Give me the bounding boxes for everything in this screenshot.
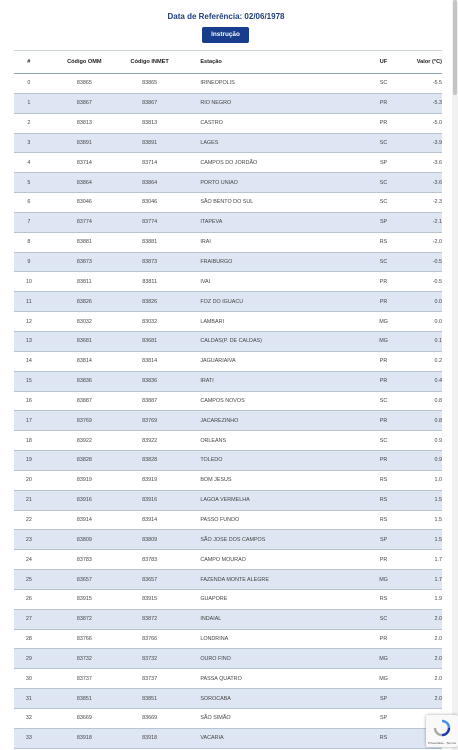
table-row	[14, 649, 442, 669]
row-omm-code: 83032	[76, 318, 92, 325]
row-uf: MG	[379, 576, 388, 583]
row-index: 33	[25, 735, 32, 742]
row-value: 1.5	[434, 497, 442, 504]
table-row	[14, 689, 442, 709]
row-value: -2.0	[432, 239, 442, 246]
row-uf: RS	[379, 497, 388, 504]
table-row	[14, 272, 442, 292]
row-omm-code: 83826	[76, 298, 92, 305]
row-value: 1.7	[434, 556, 442, 563]
row-station: BOM JESUS	[200, 477, 232, 484]
row-inmet-code: 83914	[142, 516, 158, 523]
row-uf: SC	[379, 397, 388, 404]
table-row	[14, 114, 442, 134]
table-row	[14, 372, 442, 392]
row-omm-code: 83891	[76, 139, 92, 146]
row-uf: PR	[379, 100, 388, 107]
row-index: 8	[27, 239, 31, 246]
row-uf: PR	[379, 378, 388, 385]
row-inmet-code: 83916	[142, 497, 158, 504]
row-uf: PR	[379, 278, 388, 285]
table-row	[14, 491, 442, 511]
row-value: 1.7	[434, 576, 442, 583]
row-uf: MG	[379, 318, 388, 325]
column-header-omm[interactable]: Código OMM	[67, 59, 102, 65]
row-omm-code: 83867	[76, 100, 92, 107]
row-omm-code: 83714	[76, 159, 92, 166]
row-index: 28	[25, 636, 32, 643]
row-value: 0.9	[434, 457, 442, 464]
row-value: -3.6	[432, 179, 442, 186]
row-index: 11	[26, 298, 32, 305]
row-omm-code: 83046	[76, 199, 92, 206]
page-scrollbar[interactable]	[452, 0, 458, 750]
column-header-station[interactable]: Estação	[200, 59, 222, 65]
row-omm-code: 83865	[76, 80, 92, 87]
row-uf: PR	[379, 417, 388, 424]
table-row	[14, 352, 442, 372]
table-row	[14, 153, 442, 173]
table-row	[14, 292, 442, 312]
row-value: 0.0	[434, 318, 442, 325]
row-omm-code: 83881	[76, 239, 92, 246]
row-omm-code: 83828	[76, 457, 92, 464]
row-value: 0.8	[434, 397, 442, 404]
row-station: ITAPEVA	[200, 219, 223, 226]
table-row	[14, 729, 442, 749]
row-value: 0.9	[434, 437, 442, 444]
row-index: 5	[27, 179, 31, 186]
row-omm-code: 83737	[76, 675, 92, 682]
row-index: 19	[25, 457, 32, 464]
row-value: -5.0	[432, 120, 442, 127]
row-omm-code: 83887	[76, 397, 92, 404]
row-inmet-code: 83865	[142, 80, 158, 87]
row-uf: PR	[379, 120, 388, 127]
row-inmet-code: 83922	[142, 437, 158, 444]
row-uf: SC	[379, 80, 388, 87]
row-uf: SC	[379, 437, 388, 444]
row-index: 2	[27, 120, 31, 127]
table-header	[14, 51, 442, 74]
row-inmet-code: 83919	[142, 477, 158, 484]
row-station: FAZENDA MONTE ALEGRE	[200, 576, 269, 583]
row-index: 17	[25, 417, 32, 424]
row-index: 0	[27, 80, 31, 87]
row-index: 29	[25, 655, 32, 662]
column-header-uf[interactable]: UF	[379, 59, 388, 65]
table-row	[14, 74, 442, 94]
row-station: FOZ DO IGUACU	[200, 298, 244, 305]
row-inmet-code: 83915	[142, 596, 158, 603]
row-value: 0.4	[434, 378, 442, 385]
row-value: 2.0	[434, 695, 442, 702]
column-header-index[interactable]: #	[27, 59, 31, 65]
row-uf: SC	[379, 139, 388, 146]
table-row	[14, 630, 442, 650]
table-row	[14, 669, 442, 689]
row-value: 2.0	[434, 655, 442, 662]
row-omm-code: 83681	[76, 338, 92, 345]
row-value: 1.0	[434, 477, 442, 484]
row-index: 27	[25, 616, 32, 623]
table-body	[14, 74, 442, 749]
row-station: SOROCABA	[200, 695, 231, 702]
row-value: 0.0	[434, 298, 442, 305]
row-value: 1.5	[434, 516, 442, 523]
row-inmet-code: 83851	[142, 695, 158, 702]
row-station: LAGOA VERMELHA	[200, 497, 250, 504]
row-omm-code: 83669	[76, 715, 92, 722]
table-row	[14, 94, 442, 114]
row-value: -2.3	[432, 199, 442, 206]
table-row	[14, 570, 442, 590]
row-station: PASSO FUNDO	[200, 516, 240, 523]
row-inmet-code: 83887	[142, 397, 158, 404]
row-uf: PR	[379, 556, 388, 563]
row-index: 6	[27, 199, 31, 206]
row-station: CAMPOS NOVOS	[200, 397, 245, 404]
table-row	[14, 173, 442, 193]
row-omm-code: 83922	[76, 437, 92, 444]
table-row	[14, 392, 442, 412]
row-omm-code: 83915	[76, 596, 92, 603]
table-row	[14, 134, 442, 154]
row-value: 0.8	[434, 417, 442, 424]
row-station: TOLEDO	[200, 457, 223, 464]
row-station: INDAIAL	[200, 616, 222, 623]
row-uf: SP	[379, 715, 388, 722]
row-value: -3.6	[432, 159, 442, 166]
table-row	[14, 193, 442, 213]
row-uf: RS	[379, 596, 388, 603]
row-index: 7	[27, 219, 31, 226]
row-uf: SP	[379, 536, 388, 543]
row-station: IRATI	[200, 378, 214, 385]
row-inmet-code: 83737	[142, 675, 158, 682]
row-value: -5.3	[432, 100, 442, 107]
row-uf: SC	[379, 199, 388, 206]
row-index: 20	[25, 477, 32, 484]
table-row	[14, 411, 442, 431]
row-index: 1	[27, 100, 31, 107]
row-inmet-code: 83809	[142, 536, 158, 543]
row-station: OURO FINO	[200, 655, 231, 662]
row-omm-code: 83769	[76, 417, 92, 424]
row-value: 1.5	[434, 536, 442, 543]
row-index: 16	[25, 397, 32, 404]
row-omm-code: 83814	[76, 358, 92, 365]
table-row	[14, 709, 442, 729]
row-index: 13	[25, 338, 32, 345]
page-title: Data de Referência: 02/06/1978	[167, 12, 285, 21]
column-header-value[interactable]: Valor (°C)	[416, 59, 442, 65]
row-value: -0.5	[432, 278, 442, 285]
table-row	[14, 511, 442, 531]
row-uf: SC	[379, 616, 388, 623]
table-row	[14, 590, 442, 610]
row-index: 31	[25, 695, 32, 702]
row-index: 24	[25, 556, 32, 563]
row-omm-code: 83657	[76, 576, 92, 583]
row-index: 22	[25, 516, 32, 523]
row-uf: RS	[379, 735, 388, 742]
row-value: 1.9	[434, 596, 442, 603]
row-station: SÃO SIMÃO	[200, 715, 231, 722]
row-station: JAGUARIAIVA	[200, 358, 236, 365]
row-inmet-code: 83918	[142, 735, 158, 742]
table-row	[14, 610, 442, 630]
row-index: 23	[25, 536, 32, 543]
row-uf: RS	[379, 516, 388, 523]
row-uf: SP	[379, 695, 388, 702]
row-value: 0.2	[434, 358, 442, 365]
row-station: ORLEANS	[200, 437, 227, 444]
table-row	[14, 550, 442, 570]
row-uf: SC	[379, 259, 388, 266]
instruction-button[interactable]: Instrução	[202, 27, 249, 43]
row-uf: MG	[379, 338, 388, 345]
row-uf: PR	[379, 457, 388, 464]
row-uf: MG	[379, 675, 388, 682]
table-row	[14, 233, 442, 253]
row-inmet-code: 83046	[142, 199, 158, 206]
row-station: LAMBARI	[200, 318, 224, 325]
row-station: IRAI	[200, 239, 211, 246]
table-row	[14, 332, 442, 352]
row-station: SÃO JOSE DOS CAMPOS	[200, 536, 266, 543]
row-omm-code: 83766	[76, 636, 92, 643]
column-header-inmet[interactable]: Código INMET	[130, 59, 169, 65]
row-inmet-code: 83872	[142, 616, 158, 623]
row-inmet-code: 83657	[142, 576, 158, 583]
row-inmet-code: 83836	[142, 378, 158, 385]
row-omm-code: 83851	[76, 695, 92, 702]
row-index: 21	[25, 497, 32, 504]
row-index: 18	[25, 437, 32, 444]
row-index: 12	[25, 318, 32, 325]
row-omm-code: 83811	[77, 278, 92, 285]
row-index: 4	[27, 159, 31, 166]
table-row	[14, 253, 442, 273]
table-row	[14, 471, 442, 491]
row-inmet-code: 83881	[142, 239, 158, 246]
row-inmet-code: 83669	[142, 715, 158, 722]
table-row	[14, 312, 442, 332]
row-omm-code: 83872	[76, 616, 92, 623]
table-row	[14, 213, 442, 233]
row-station: GUAPORE	[200, 596, 228, 603]
row-station: CAMPO MOURAO	[200, 556, 246, 563]
row-station: SÃO BENTO DO SUL	[200, 199, 254, 206]
row-value: 2.0	[434, 636, 442, 643]
row-index: 32	[25, 715, 32, 722]
row-index: 10	[25, 278, 32, 285]
row-station: JACAREZINHO	[200, 417, 239, 424]
table-row	[14, 451, 442, 471]
row-value: -5.5	[432, 80, 442, 87]
row-inmet-code: 83873	[142, 259, 158, 266]
row-inmet-code: 83783	[142, 556, 158, 563]
row-station: CAMPOS DO JORDÃO	[200, 159, 258, 166]
row-uf: SP	[379, 219, 388, 226]
row-station: LONDRINA	[200, 636, 229, 643]
row-value: -3.9	[432, 139, 442, 146]
row-inmet-code: 83811	[142, 278, 157, 285]
row-inmet-code: 83828	[142, 457, 158, 464]
row-omm-code: 83914	[76, 516, 92, 523]
row-index: 26	[25, 596, 32, 603]
row-inmet-code: 83814	[142, 358, 158, 365]
row-value: -2.1	[432, 219, 442, 226]
row-inmet-code: 83891	[142, 139, 158, 146]
row-inmet-code: 83769	[142, 417, 158, 424]
row-index: 30	[25, 675, 32, 682]
row-omm-code: 83864	[76, 179, 92, 186]
row-omm-code: 83873	[76, 259, 92, 266]
temperature-table	[14, 50, 442, 749]
row-uf: SP	[379, 159, 388, 166]
row-omm-code: 83774	[76, 219, 92, 226]
row-station: VACARIA	[200, 735, 224, 742]
row-value: 2.0	[434, 616, 442, 623]
row-omm-code: 83732	[76, 655, 92, 662]
row-omm-code: 83919	[76, 477, 92, 484]
row-inmet-code: 83681	[142, 338, 158, 345]
row-station: RIO NEGRO	[200, 100, 232, 107]
row-inmet-code: 83864	[142, 179, 158, 186]
row-station: CASTRO	[200, 120, 223, 127]
row-index: 14	[25, 358, 32, 365]
row-inmet-code: 83766	[142, 636, 158, 643]
row-omm-code: 83783	[76, 556, 92, 563]
row-omm-code: 83918	[76, 735, 92, 742]
row-index: 25	[25, 576, 32, 583]
row-uf: RS	[379, 477, 388, 484]
table-row	[14, 431, 442, 451]
row-station: IVAI	[200, 278, 211, 285]
row-omm-code: 83836	[76, 378, 92, 385]
row-uf: PR	[379, 358, 388, 365]
table-row	[14, 530, 442, 550]
row-inmet-code: 83732	[142, 655, 158, 662]
row-value: -0.5	[432, 259, 442, 266]
row-inmet-code: 83032	[142, 318, 158, 325]
row-index: 15	[25, 378, 32, 385]
row-uf: PR	[379, 298, 388, 305]
row-station: CALDAS(P. DE CALDAS)	[200, 338, 262, 345]
row-value: 0.1	[434, 338, 442, 345]
row-omm-code: 83813	[76, 120, 92, 127]
row-inmet-code: 83714	[142, 159, 158, 166]
row-value: 2.0	[434, 675, 442, 682]
row-index: 9	[27, 259, 31, 266]
row-omm-code: 83809	[76, 536, 92, 543]
recaptcha-badge[interactable]	[426, 715, 458, 747]
row-uf: PR	[379, 636, 388, 643]
row-inmet-code: 83774	[142, 219, 158, 226]
row-omm-code: 83916	[76, 497, 92, 504]
row-inmet-code: 83826	[142, 298, 158, 305]
row-station: PORTO UNIAO	[200, 179, 238, 186]
row-inmet-code: 83813	[142, 120, 158, 127]
row-index: 3	[27, 139, 31, 146]
row-inmet-code: 83867	[142, 100, 158, 107]
row-uf: RS	[379, 239, 388, 246]
row-station: FRAIBURGO	[200, 259, 233, 266]
row-uf: SC	[379, 179, 388, 186]
row-station: PASSA QUATRO	[200, 675, 242, 682]
row-uf: MG	[379, 655, 388, 662]
recaptcha-text[interactable]: Privacidade - Termos	[427, 741, 457, 745]
scrollbar-thumb[interactable]	[453, 0, 457, 95]
recaptcha-icon	[433, 719, 451, 737]
row-station: IRINEOPOLIS	[200, 80, 235, 87]
row-station: LAGES	[200, 139, 219, 146]
